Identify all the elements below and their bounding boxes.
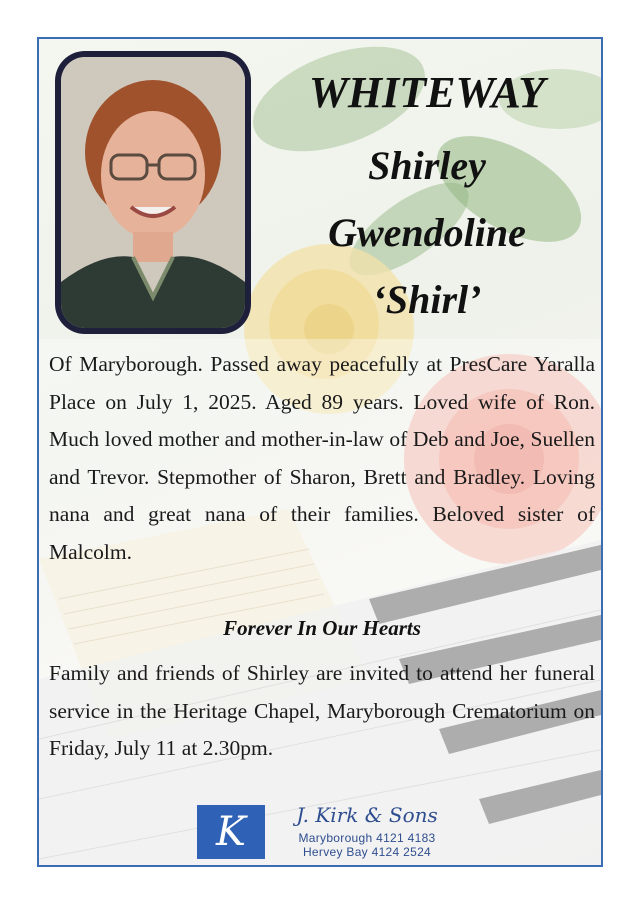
portrait-photo [61,57,245,328]
hervey-bay-phone: Hervey Bay 4124 2524 [302,845,432,859]
first-name-heading: Shirley [368,143,486,188]
portrait-frame [55,51,251,334]
service-paragraph: Family and friends of Shirley are invited to attend her funeral service in the Heritage Chapel, Maryborough Crematorium on Friday, July 11 at 2.30pm. [49,661,595,760]
nickname-heading: ‘Shirl’ [372,277,482,322]
middle-name-heading: Gwendoline [328,210,526,255]
funeral-director-logo [197,805,457,861]
funeral-director-name: J. Kirk & Sons [296,803,438,827]
tribute-subheading: Forever In Our Hearts [223,616,421,640]
notice-frame [37,37,603,867]
maryborough-phone: Maryborough 4121 4183 [298,831,436,845]
logo-mark: K [197,805,265,859]
obituary-paragraph: Of Maryborough. Passed away peacefully at PresCare Yaralla Place on July 1, 2025. Aged 89 years. Loved wife of Ron. Much loved mother and mother-in-law of Deb and Joe, Suellen and Trevor. Stepmother of Sharon, Brett and Bradley. Loving nana and great nana of their families. Beloved sister of Malcolm. [49,352,595,564]
surname-heading: WHITEWAY [308,68,546,117]
portrait-illustration [61,57,245,328]
